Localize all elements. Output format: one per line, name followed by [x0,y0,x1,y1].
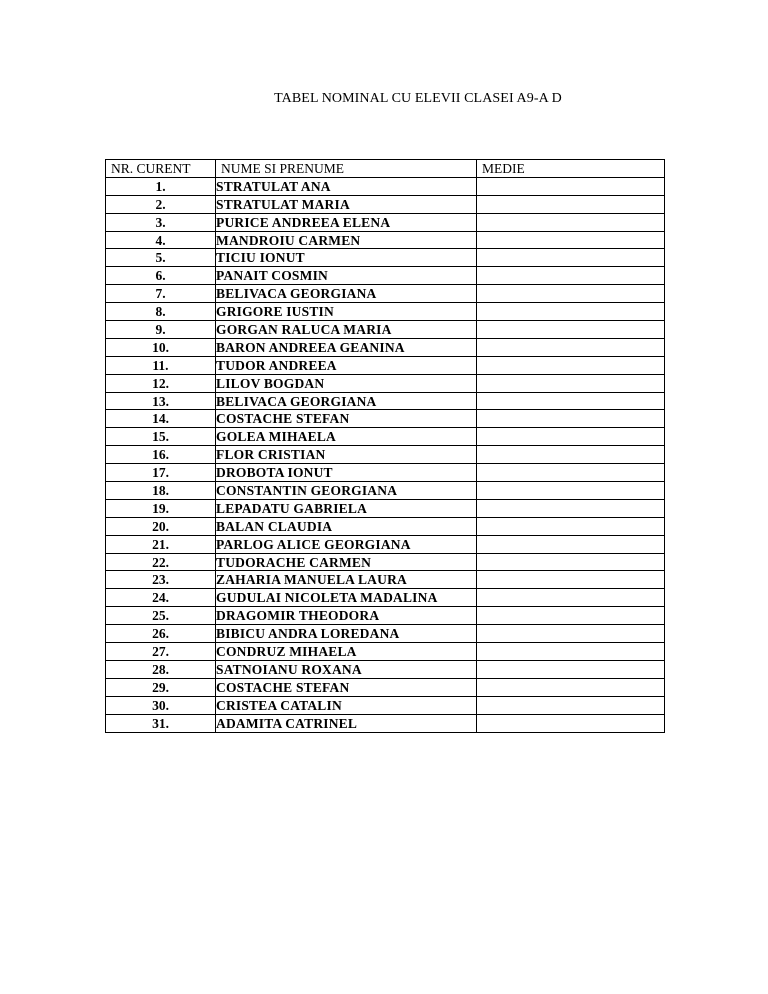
row-number: 11. [106,356,216,374]
row-number: 13. [106,392,216,410]
student-name: BARON ANDREEA GEANINA [216,338,477,356]
table-row [106,428,665,446]
medie-cell [477,392,665,410]
student-name: BALAN CLAUDIA [216,517,477,535]
row-number: 2. [106,195,216,213]
medie-cell [477,571,665,589]
page-title: TABEL NOMINAL CU ELEVII CLASEI A9-A D [274,91,562,106]
row-number: 28. [106,660,216,678]
row-number: 19. [106,499,216,517]
table-row [106,285,665,303]
table-row [106,338,665,356]
row-number: 23. [106,571,216,589]
table-row [106,374,665,392]
row-number: 26. [106,625,216,643]
table-row [106,303,665,321]
medie-cell [477,660,665,678]
table-row [106,678,665,696]
medie-cell [477,553,665,571]
row-number: 15. [106,428,216,446]
row-number: 17. [106,464,216,482]
student-name: CONDRUZ MIHAELA [216,643,477,661]
student-name: TUDORACHE CARMEN [216,553,477,571]
student-name: COSTACHE STEFAN [216,410,477,428]
student-name: LILOV BOGDAN [216,374,477,392]
table-row [106,625,665,643]
table-row [106,643,665,661]
student-name: STRATULAT MARIA [216,195,477,213]
student-name: BELIVACA GEORGIANA [216,285,477,303]
row-number: 3. [106,213,216,231]
table-row [106,249,665,267]
student-name: GORGAN RALUCA MARIA [216,321,477,339]
student-name: CRISTEA CATALIN [216,696,477,714]
student-name: FLOR CRISTIAN [216,446,477,464]
medie-cell [477,338,665,356]
table-row [106,213,665,231]
table-row [106,589,665,607]
row-number: 21. [106,535,216,553]
header-nume-prenume: NUME SI PRENUME [216,160,477,178]
row-number: 24. [106,589,216,607]
row-number: 27. [106,643,216,661]
table-row [106,660,665,678]
table-body [106,177,665,732]
table-row [106,499,665,517]
table-row [106,571,665,589]
table-row [106,464,665,482]
student-name: GRIGORE IUSTIN [216,303,477,321]
student-table [105,159,665,733]
student-name: STRATULAT ANA [216,177,477,195]
row-number: 9. [106,321,216,339]
medie-cell [477,428,665,446]
medie-cell [477,714,665,732]
medie-cell [477,678,665,696]
medie-cell [477,249,665,267]
table-row [106,535,665,553]
medie-cell [477,410,665,428]
medie-cell [477,517,665,535]
student-name: ZAHARIA MANUELA LAURA [216,571,477,589]
table-row [106,714,665,732]
student-name: ADAMITA CATRINEL [216,714,477,732]
student-name: DRAGOMIR THEODORA [216,607,477,625]
medie-cell [477,696,665,714]
row-number: 1. [106,177,216,195]
row-number: 22. [106,553,216,571]
row-number: 8. [106,303,216,321]
medie-cell [477,303,665,321]
student-name: PANAIT COSMIN [216,267,477,285]
table-row [106,321,665,339]
row-number: 29. [106,678,216,696]
medie-cell [477,267,665,285]
header-nr-curent: NR. CURENT [106,160,216,178]
table-header-row [106,160,665,178]
table-row [106,267,665,285]
student-name: DROBOTA IONUT [216,464,477,482]
row-number: 31. [106,714,216,732]
medie-cell [477,589,665,607]
medie-cell [477,213,665,231]
medie-cell [477,374,665,392]
student-name: SATNOIANU ROXANA [216,660,477,678]
student-name: GUDULAI NICOLETA MADALINA [216,589,477,607]
row-number: 12. [106,374,216,392]
medie-cell [477,177,665,195]
row-number: 10. [106,338,216,356]
student-name: TUDOR ANDREEA [216,356,477,374]
medie-cell [477,482,665,500]
table-row [106,177,665,195]
table-row [106,392,665,410]
row-number: 5. [106,249,216,267]
medie-cell [477,535,665,553]
table-row [106,607,665,625]
header-medie: MEDIE [477,160,665,178]
row-number: 4. [106,231,216,249]
table-row [106,410,665,428]
medie-cell [477,499,665,517]
medie-cell [477,356,665,374]
table-row [106,195,665,213]
student-name: GOLEA MIHAELA [216,428,477,446]
row-number: 14. [106,410,216,428]
row-number: 6. [106,267,216,285]
medie-cell [477,446,665,464]
student-name: PURICE ANDREEA ELENA [216,213,477,231]
table-row [106,696,665,714]
student-name: MANDROIU CARMEN [216,231,477,249]
student-name: TICIU IONUT [216,249,477,267]
medie-cell [477,231,665,249]
medie-cell [477,285,665,303]
medie-cell [477,195,665,213]
medie-cell [477,607,665,625]
student-name: CONSTANTIN GEORGIANA [216,482,477,500]
row-number: 20. [106,517,216,535]
student-name: COSTACHE STEFAN [216,678,477,696]
row-number: 16. [106,446,216,464]
row-number: 18. [106,482,216,500]
medie-cell [477,625,665,643]
medie-cell [477,321,665,339]
student-name: PARLOG ALICE GEORGIANA [216,535,477,553]
table-row [106,482,665,500]
row-number: 7. [106,285,216,303]
medie-cell [477,643,665,661]
table-row [106,356,665,374]
student-name: LEPADATU GABRIELA [216,499,477,517]
table-row [106,553,665,571]
row-number: 30. [106,696,216,714]
student-name: BELIVACA GEORGIANA [216,392,477,410]
medie-cell [477,464,665,482]
table-row [106,446,665,464]
student-name: BIBICU ANDRA LOREDANA [216,625,477,643]
table-row [106,231,665,249]
table-row [106,517,665,535]
row-number: 25. [106,607,216,625]
